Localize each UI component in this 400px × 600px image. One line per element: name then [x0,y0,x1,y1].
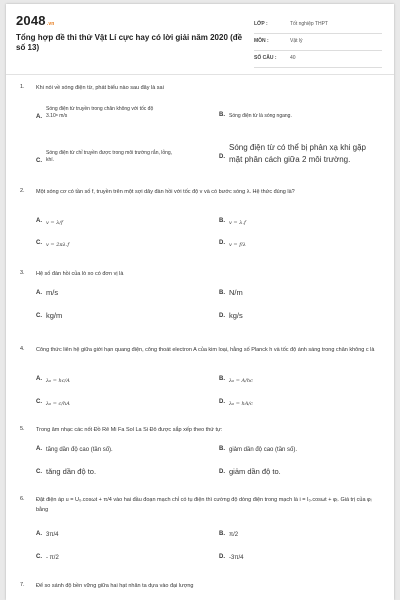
question-number: 2. [20,188,25,194]
option-text: - π/2 [46,555,59,561]
option-letter: B. [219,290,225,296]
meta-row-count [254,52,382,68]
option-text: Sóng điện từ chỉ truyền được trong môi trường rắn, lỏng, khí. [46,150,173,163]
question-number: 7. [20,582,25,588]
option-text: Sóng điện từ truyền trong chân không với tốc độ 3.10⁸ m/s [46,106,154,119]
option-text: λ₀ = c/hA [46,401,70,407]
option-text: λ₀ = hA/c [229,401,253,407]
question-text: Đặt điện áp u = U₀.cosωt + π/4 vào hai đầu đoạn mạch chỉ có tụ điện thì cường độ dòng điện trong mạch là i = I₀.cosωt + φᵢ. Giá trị của φᵢ bằng [36,497,372,513]
option-text: λ₀ = A/hc [229,378,253,384]
option-letter: A. [36,531,42,537]
document-title: Tổng hợp đề thi thử Vật Lí cực hay có lời giải năm 2020 (đề số 13) [16,33,243,52]
option-text: giảm dần độ to. [229,467,281,476]
option-text: Sóng điện từ có thể bị phản xạ khi gặp mặt phân cách giữa 2 môi trường. [229,143,367,164]
question-3 [6,270,394,330]
meta-value: 40 [290,55,296,61]
option-letter: A. [36,114,42,120]
option-letter: A. [36,376,42,382]
option-text: m/s [46,288,59,297]
meta-label: SỐ CÂU : [254,55,277,61]
meta-row-subject [254,35,382,51]
site-logo[interactable] [16,13,55,28]
option-text: kg/s [229,311,243,320]
option-letter: D. [219,399,225,405]
option-text: -3π/4 [229,555,244,561]
option-letter: B. [219,376,225,382]
question-4 [6,346,394,416]
option-letter: C. [36,554,42,560]
document-page [6,4,394,600]
question-7 [6,582,394,600]
question-text: Để so sánh độ bền vững giữa hai hạt nhân ta dựa vào đại lượng [36,583,194,589]
document-header [6,4,394,68]
option-letter: D. [219,554,225,560]
option-letter: B. [219,531,225,537]
option-letter: D. [219,313,225,319]
option-letter: C. [36,313,42,319]
option-text: tăng dần độ to. [46,467,97,476]
question-number: 3. [20,270,25,276]
option-text: v = f/λ [229,242,246,248]
option-letter: B. [219,446,225,452]
meta-label: MÔN : [254,38,269,44]
question-text: Khi nói về sóng điện từ, phát biểu nào sau đây là sai [36,85,164,91]
question-2 [6,188,394,258]
option-letter: B. [219,112,225,118]
meta-value: Vật lý [290,38,303,44]
question-number: 5. [20,426,25,432]
option-text: λ₀ = hc/A [46,378,70,384]
option-letter: C. [36,240,42,246]
meta-value: Tốt nghiệp THPT [290,21,328,27]
option-text: N/m [229,288,243,297]
question-number: 6. [20,496,25,502]
question-text: Công thức liên hệ giữa giới hạn quang điện, công thoát electron A của kim loại, hằng số Planck h và tốc độ ánh sáng trong chân không c là [36,347,375,353]
option-text: giảm dần độ cao (tần số). [229,447,298,453]
brand-name: 2048 [16,13,46,28]
option-letter: D. [219,154,225,160]
option-letter: C. [36,158,42,164]
option-letter: C. [36,399,42,405]
question-1 [6,84,394,194]
option-text: v = λ.f [229,220,246,226]
option-text: tăng dần độ cao (tần số). [46,447,113,453]
meta-label: LỚP : [254,21,268,27]
option-letter: A. [36,218,42,224]
question-6 [6,496,394,571]
option-letter: A. [36,446,42,452]
question-number: 1. [20,84,25,90]
meta-row-class [254,18,382,34]
option-letter: A. [36,290,42,296]
question-5 [6,426,394,486]
question-number: 4. [20,346,25,352]
option-letter: D. [219,469,225,475]
brand-suffix: .vn [46,21,55,27]
option-text: 3π/4 [46,532,59,538]
option-letter: B. [219,218,225,224]
meta-info [254,18,382,69]
option-text: v = 2πλ.f [46,242,70,248]
option-letter: C. [36,469,42,475]
option-text: π/2 [229,532,239,538]
question-text: Trong âm nhạc các nốt Đồ Rê Mi Fa Sol La Si Đô được sắp xếp theo thứ tự: [36,427,223,433]
option-text: v = λ/f [46,220,63,226]
option-text: Sóng điện từ là sóng ngang. [229,113,292,119]
option-letter: D. [219,240,225,246]
option-text: kg/m [46,311,63,320]
question-text: Hệ số đàn hồi của lò xo có đơn vị là [36,271,124,277]
question-text: Một sóng cơ có tần số f, truyền trên một sợi dây đàn hồi với tốc độ v và có bước sóng λ. Hệ thức đúng là? [36,189,295,195]
header-divider [6,74,394,75]
